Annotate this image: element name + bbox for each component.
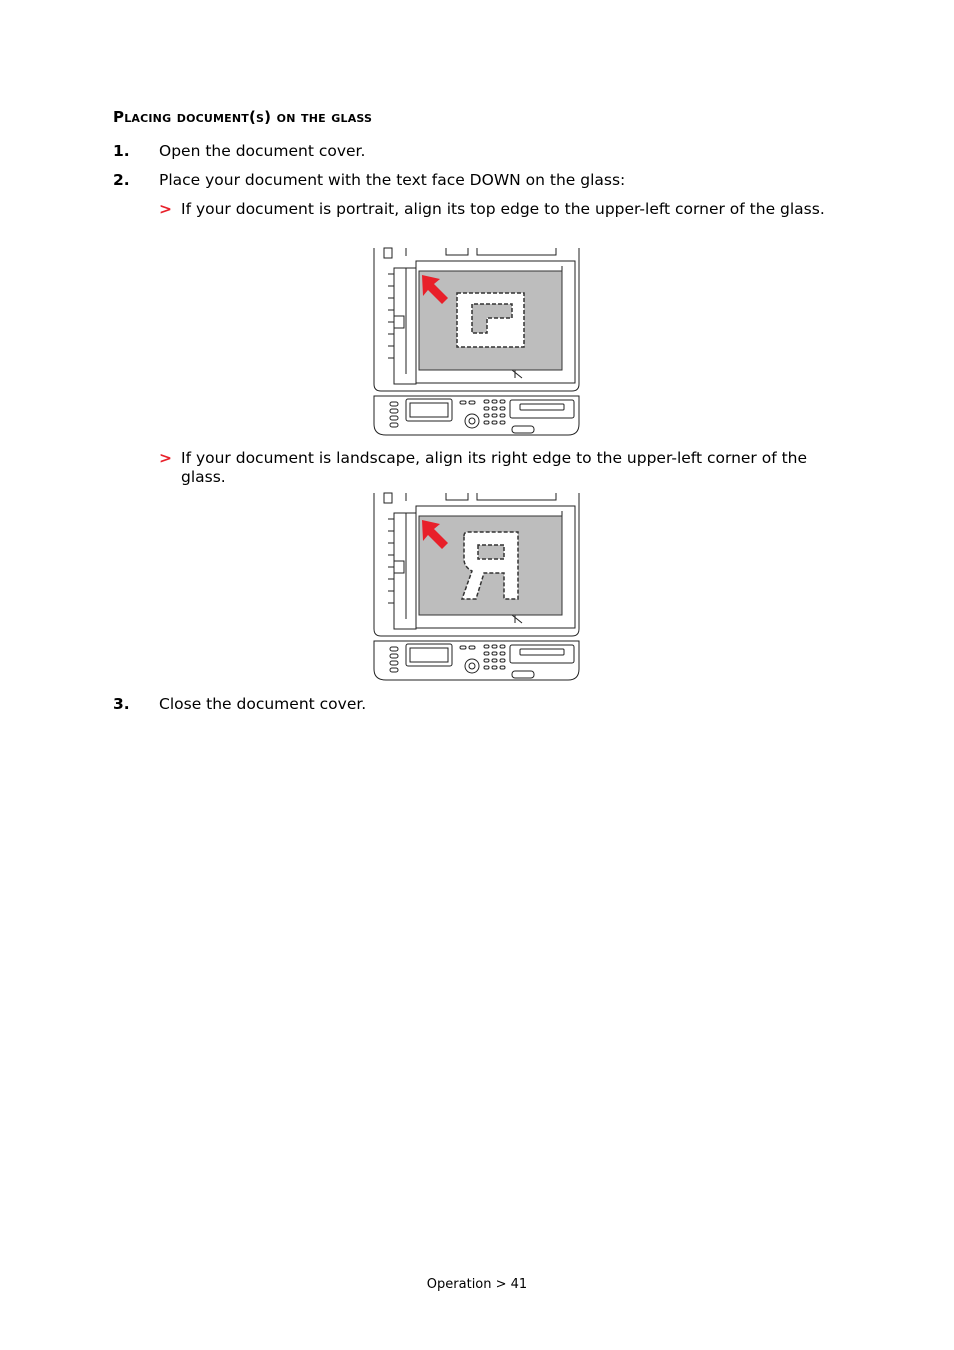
bullet-arrow-icon: >	[159, 200, 172, 218]
bullet-text: If your document is portrait, align its top edge to the upper-left corner of the glass.	[181, 200, 825, 218]
scanner-portrait-icon	[372, 246, 582, 436]
page-footer: Operation > 41	[426, 1277, 528, 1292]
step-number: 2.	[113, 171, 130, 189]
step-number: 1.	[113, 142, 130, 160]
bullet-portrait	[159, 200, 849, 219]
step-text: Place your document with the text face DOWN on the glass:	[159, 171, 626, 189]
scanner-landscape-icon	[372, 491, 582, 681]
step-text: Open the document cover.	[159, 142, 366, 160]
step-text: Close the document cover.	[159, 695, 367, 713]
bullet-landscape	[159, 449, 849, 487]
portrait-placement-illustration	[372, 246, 582, 436]
landscape-placement-illustration	[372, 491, 582, 681]
section-heading: Placing document(s) on the glass	[113, 108, 373, 126]
bullet-text: If your document is landscape, align its right edge to the upper-left corner of the glass.	[181, 449, 808, 486]
step-number: 3.	[113, 695, 130, 713]
bullet-arrow-icon: >	[159, 449, 172, 467]
